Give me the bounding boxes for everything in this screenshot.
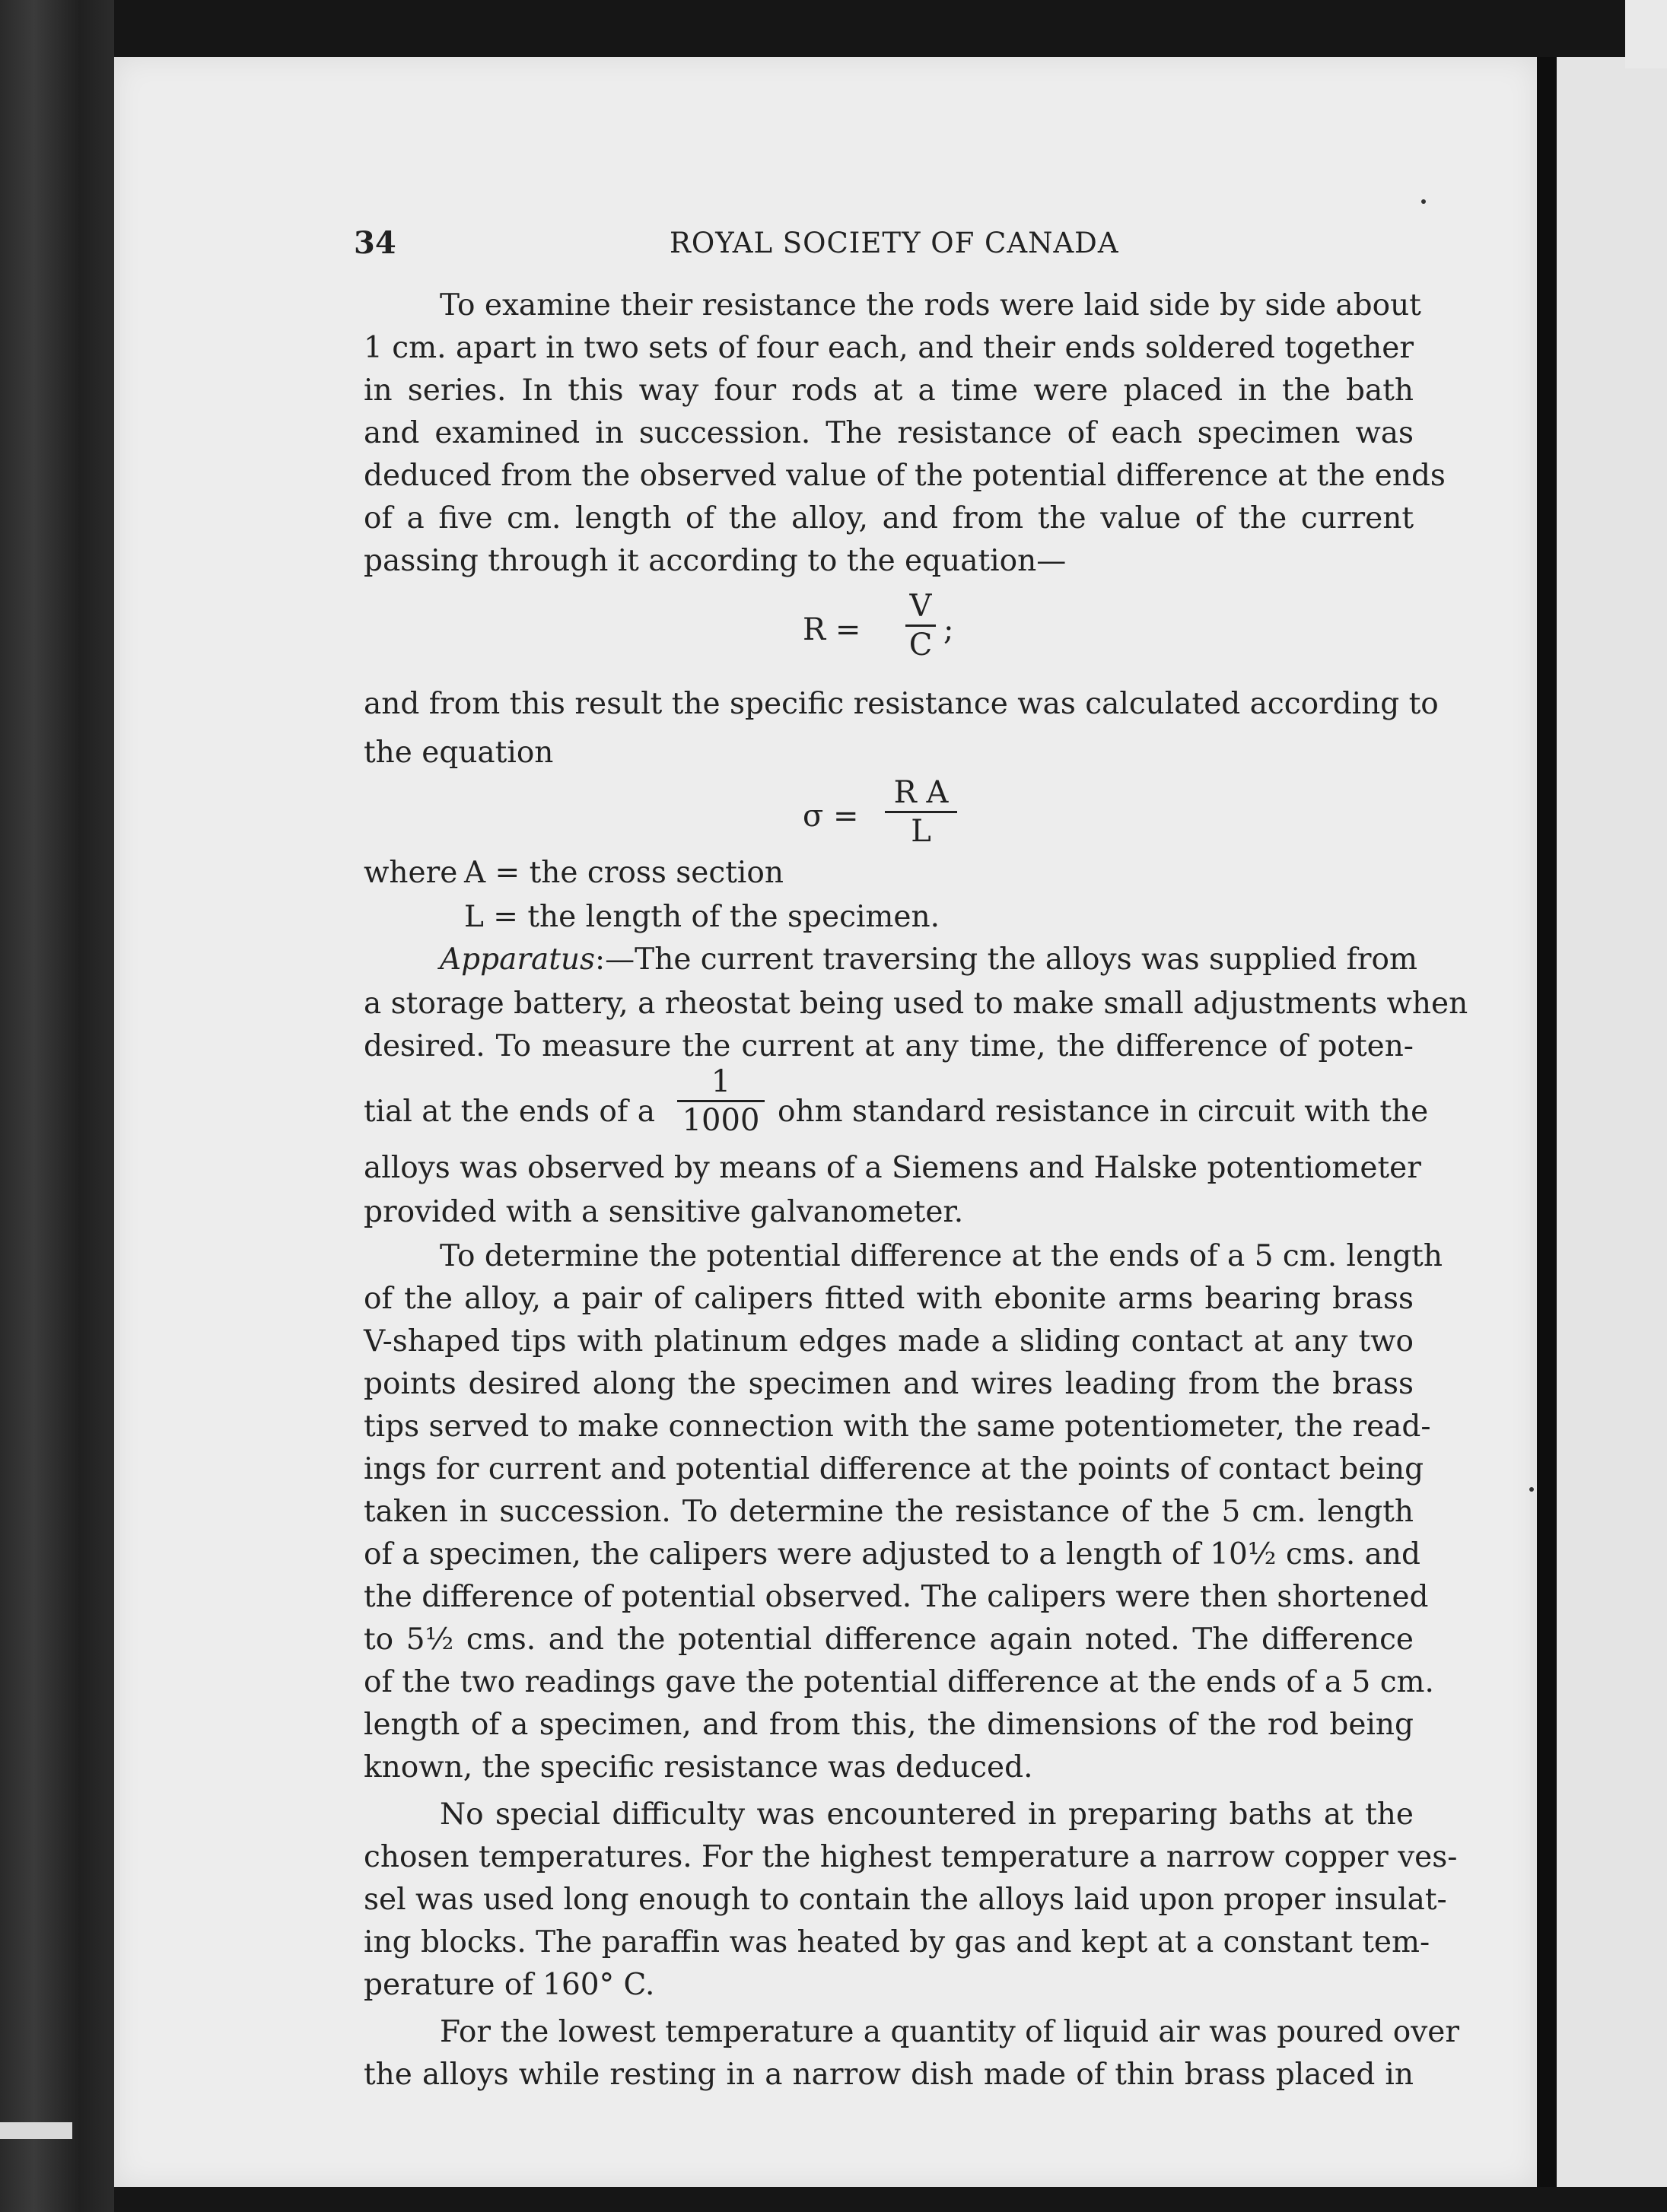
fraction-numerator: V: [909, 589, 932, 624]
text-line: provided with a sensitive galvanometer.: [364, 1195, 964, 1229]
text-line: To examine their resistance the rods were laid side by side about: [440, 288, 1421, 323]
where-label: where: [364, 856, 458, 890]
specks: [1421, 199, 1426, 204]
text-line: to 5½ cms. and the potential difference again noted. The difference: [364, 1622, 1414, 1657]
fraction-numerator: 1: [711, 1064, 731, 1099]
top-right-margin: [1625, 0, 1667, 68]
text-line: the equation: [364, 736, 554, 770]
equation-lhs: R =: [803, 612, 861, 647]
text-span: tial at the ends of a: [364, 1095, 655, 1129]
text-line: perature of 160° C.: [364, 1968, 655, 2002]
text-span: ohm standard resistance in circuit with the: [778, 1095, 1429, 1129]
text-line: tips served to make connection with the same potentiometer, the read-: [364, 1410, 1431, 1444]
text-line: known, the specific resistance was deduced.: [364, 1750, 1033, 1785]
right-gutter-shadow: [1537, 57, 1557, 2187]
text-line: desired. To measure the current at any time, the difference of poten-: [364, 1029, 1414, 1063]
text-line: in series. In this way four rods at a time were placed in the bath: [364, 373, 1414, 408]
equation-lhs: σ =: [803, 799, 859, 834]
right-adjacent-page: [1557, 57, 1667, 2187]
text-line: of the alloy, a pair of calipers fitted with ebonite arms bearing brass: [364, 1282, 1414, 1316]
left-edge-marker: [0, 2122, 72, 2139]
text-line: No special difficulty was encountered in preparing baths at the: [440, 1797, 1414, 1832]
text-line: points desired along the specimen and wires leading from the brass: [364, 1367, 1414, 1401]
text-line: To determine the potential difference at the ends of a 5 cm. length: [440, 1239, 1443, 1273]
text-line: V-shaped tips with platinum edges made a sliding contact at any two: [364, 1324, 1414, 1359]
text-line: and from this result the specific resistance was calculated according to: [364, 687, 1439, 721]
text-line: length of a specimen, and from this, the dimensions of the rod being: [364, 1708, 1414, 1742]
fraction-denominator: L: [911, 814, 931, 849]
text-line: alloys was observed by means of a Siemens and Halske potentiometer: [364, 1151, 1421, 1185]
text-line: deduced from the observed value of the potential difference at the ends: [364, 459, 1446, 493]
page-number: 34: [354, 225, 396, 261]
text-line: taken in succession. To determine the resistance of the 5 cm. length: [364, 1495, 1414, 1529]
text-line: of a specimen, the calipers were adjusted to a length of 10½ cms. and: [364, 1537, 1420, 1572]
text-line: [440, 939, 1417, 981]
text-line: the difference of potential observed. The calipers were then shortened: [364, 1580, 1429, 1614]
specks: [1529, 1487, 1534, 1492]
text-line: the alloys while resting in a narrow dish made of thin brass placed in: [364, 2058, 1414, 2092]
equation-fraction: [905, 590, 936, 662]
running-header: ROYAL SOCIETY OF CANADA: [670, 227, 1119, 259]
text-line: ing blocks. The paraffin was heated by gas and kept at a constant tem-: [364, 1925, 1430, 1959]
left-book-edge: [0, 0, 114, 2212]
equation-fraction: [885, 776, 957, 848]
text-line: and examined in succession. The resistance of each specimen was: [364, 416, 1414, 450]
where-line: L = the length of the specimen.: [464, 900, 940, 934]
fraction-denominator: 1000: [682, 1103, 760, 1138]
text-line: 1 cm. apart in two sets of four each, and their ends soldered together: [364, 331, 1414, 365]
text-line: passing through it according to the equation—: [364, 544, 1067, 578]
where-line: A = the cross section: [464, 856, 784, 890]
text-span: :—The current traversing the alloys was supplied from: [595, 942, 1418, 977]
text-line: a storage battery, a rheostat being used to make small adjustments when: [364, 987, 1468, 1021]
text-line: of a five cm. length of the alloy, and from the value of the current: [364, 501, 1414, 536]
fraction-bar: [885, 811, 957, 813]
section-heading: Apparatus: [440, 942, 596, 977]
inline-fraction: [677, 1065, 765, 1137]
fraction-bar: [677, 1100, 765, 1102]
fraction-denominator: C: [908, 628, 933, 663]
text-line: For the lowest temperature a quantity of liquid air was poured over: [440, 2015, 1460, 2049]
text-line: ings for current and potential difference at the points of contact being: [364, 1452, 1424, 1486]
fraction-numerator: R A: [893, 775, 949, 810]
text-line: chosen temperatures. For the highest temperature a narrow copper ves-: [364, 1840, 1458, 1874]
text-line: sel was used long enough to contain the alloys laid upon proper insulat-: [364, 1883, 1447, 1917]
fraction-bar: [905, 625, 936, 627]
equation-tail: ;: [943, 612, 954, 647]
text-line: of the two readings gave the potential difference at the ends of a 5 cm.: [364, 1665, 1434, 1699]
